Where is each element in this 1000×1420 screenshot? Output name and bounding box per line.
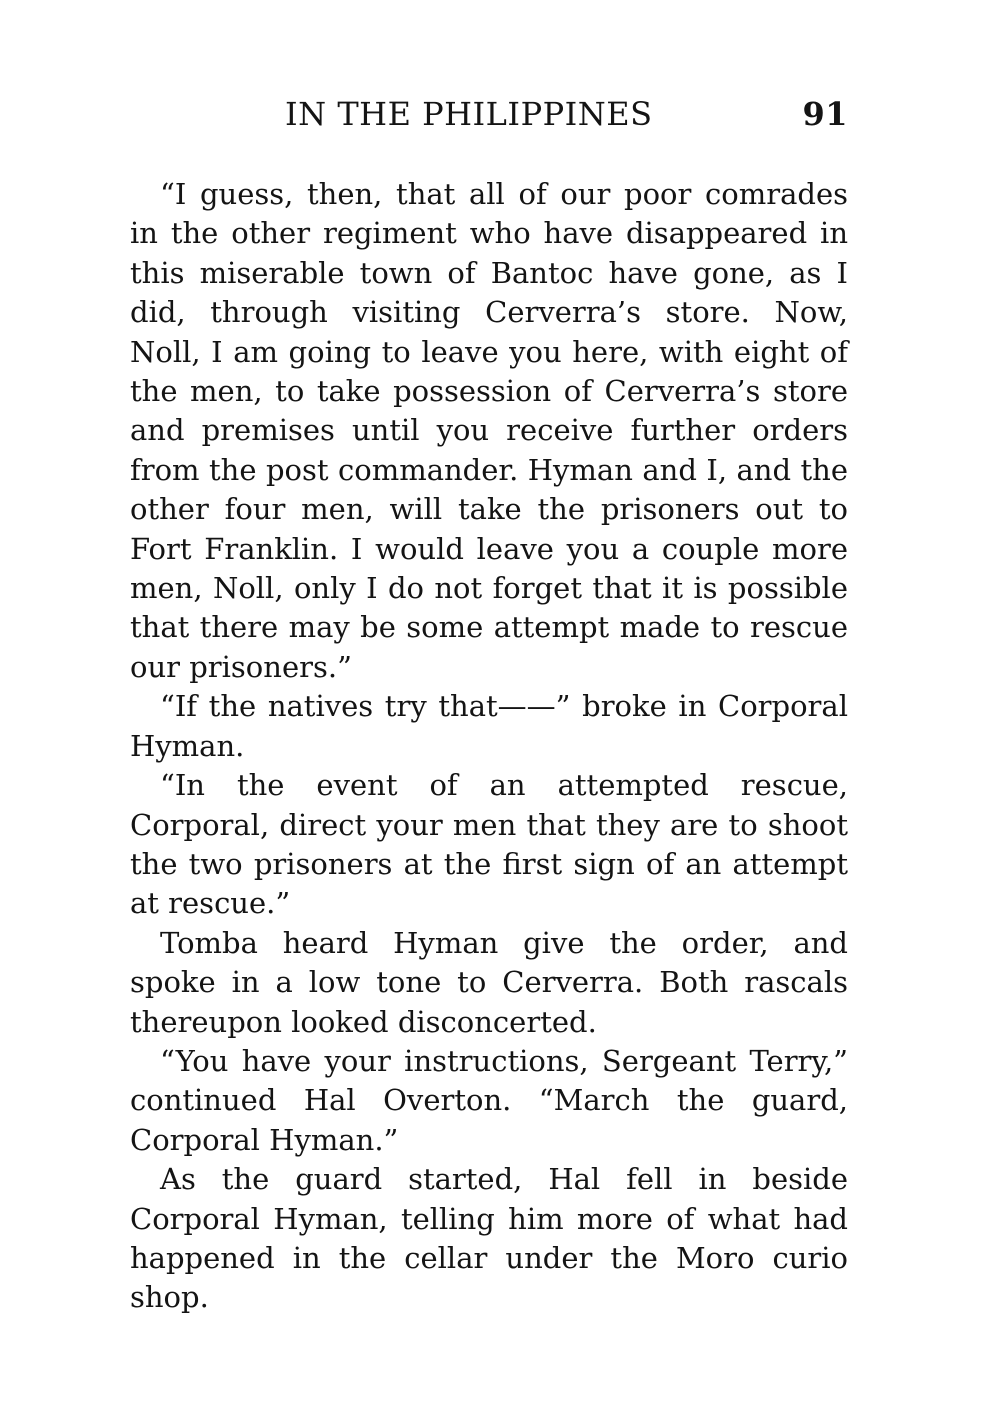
- running-header: [130, 95, 848, 145]
- paragraph: Tomba heard Hyman give the order, and spoke in a low tone to Cerverra. Both rascals thereupon looked disconcerted.: [130, 925, 848, 1039]
- paragraph: “If the natives try that——” broke in Corporal Hyman.: [130, 689, 848, 763]
- paragraph: “You have your instructions, Sergeant Terry,” continued Hal Overton. “March the guard, Corporal Hyman.”: [130, 1043, 848, 1157]
- paragraph: As the guard started, Hal fell in beside Corporal Hyman, telling him more of what had happened in the cellar under the Moro curio shop.: [130, 1162, 848, 1315]
- running-title: IN THE PHILIPPINES: [285, 95, 653, 133]
- body-text: [130, 175, 848, 1318]
- book-page: [130, 95, 848, 1318]
- page-number: 91: [802, 95, 848, 133]
- paragraph: “In the event of an attempted rescue, Corporal, direct your men that they are to shoot the two prisoners at the first sign of an attempt at rescue.”: [130, 768, 848, 921]
- paragraph: “I guess, then, that all of our poor comrades in the other regiment who have disappeared in this miserable town of Bantoc have gone, as I did, through visiting Cerverra’s store. Now, Noll, I am going to leave you here, with eight of the men, to take possession of Cerverra’s store and premises until you receive further orders from the post commander. Hyman and I, and the other four men, will take the prisoners out to Fort Franklin. I would leave you a couple more men, Noll, only I do not forget that it is possible that there may be some attempt made to rescue our prisoners.”: [130, 177, 848, 684]
